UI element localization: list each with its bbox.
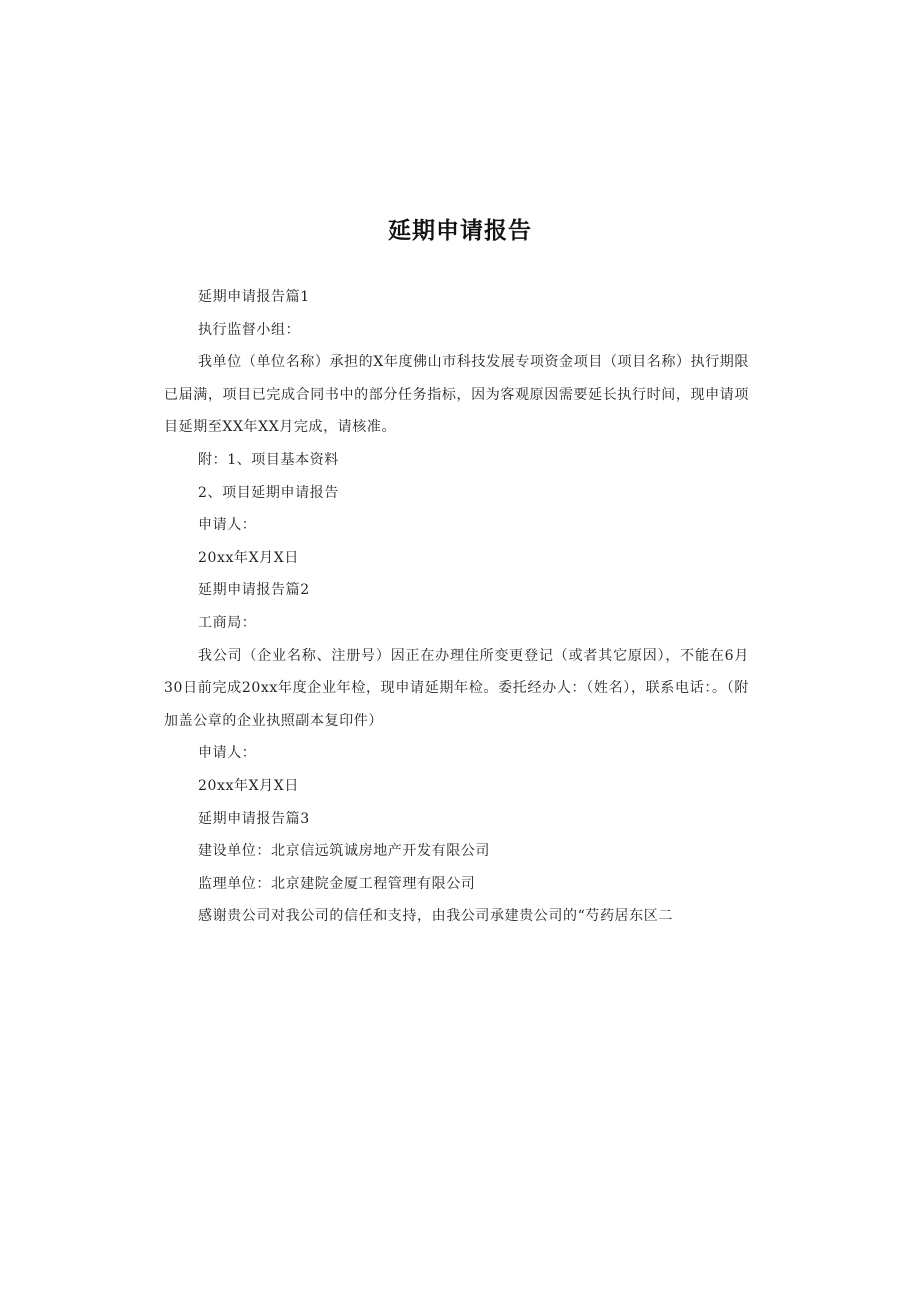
body-paragraph-3: 感谢贵公司对我公司的信任和支持，由我公司承建贵公司的“芍药居东区二	[198, 908, 673, 925]
body-paragraph-1: 我单位（单位名称）承担的X年度佛山市科技发展专项资金项目（项目名称）执行期限已届满，项目已完成合同书中的部分任务指标，因为客观原因需要延长执行时间，现申请项目延期至XX年XX月完成，请核准。	[164, 354, 749, 436]
supervision-unit-line: 监理单位：北京建院金厦工程管理有限公司	[198, 875, 476, 892]
attachment-line-1: 附：1、项目基本资料	[198, 451, 339, 468]
applicant-line-2: 申请人：	[198, 745, 257, 762]
section-heading-1: 延期申请报告篇1	[198, 289, 310, 305]
construction-unit-line: 建设单位：北京信远筑诚房地产开发有限公司	[198, 843, 490, 860]
body-paragraph-2: 我公司（企业名称、注册号）因正在办理住所变更登记（或者其它原因），不能在6月30日前完成20xx年度企业年检，现申请延期年检。委托经办人：（姓名），联系电话：。（附加盖公章的企业执照副本复印件）	[164, 647, 749, 729]
document-title: 延期申请报告	[388, 218, 532, 244]
applicant-line-1: 申请人：	[198, 517, 257, 534]
salutation-1: 执行监督小组：	[198, 321, 301, 338]
section-heading-3: 延期申请报告篇3	[198, 810, 310, 827]
salutation-2: 工商局：	[198, 614, 257, 631]
date-line-2: 20xx年X月X日	[198, 777, 299, 794]
document-body	[164, 281, 749, 933]
section-heading-2: 延期申请报告篇2	[198, 582, 310, 599]
date-line-1: 20xx年X月X日	[198, 549, 299, 566]
attachment-line-2: 2、项目延期申请报告	[198, 484, 339, 501]
